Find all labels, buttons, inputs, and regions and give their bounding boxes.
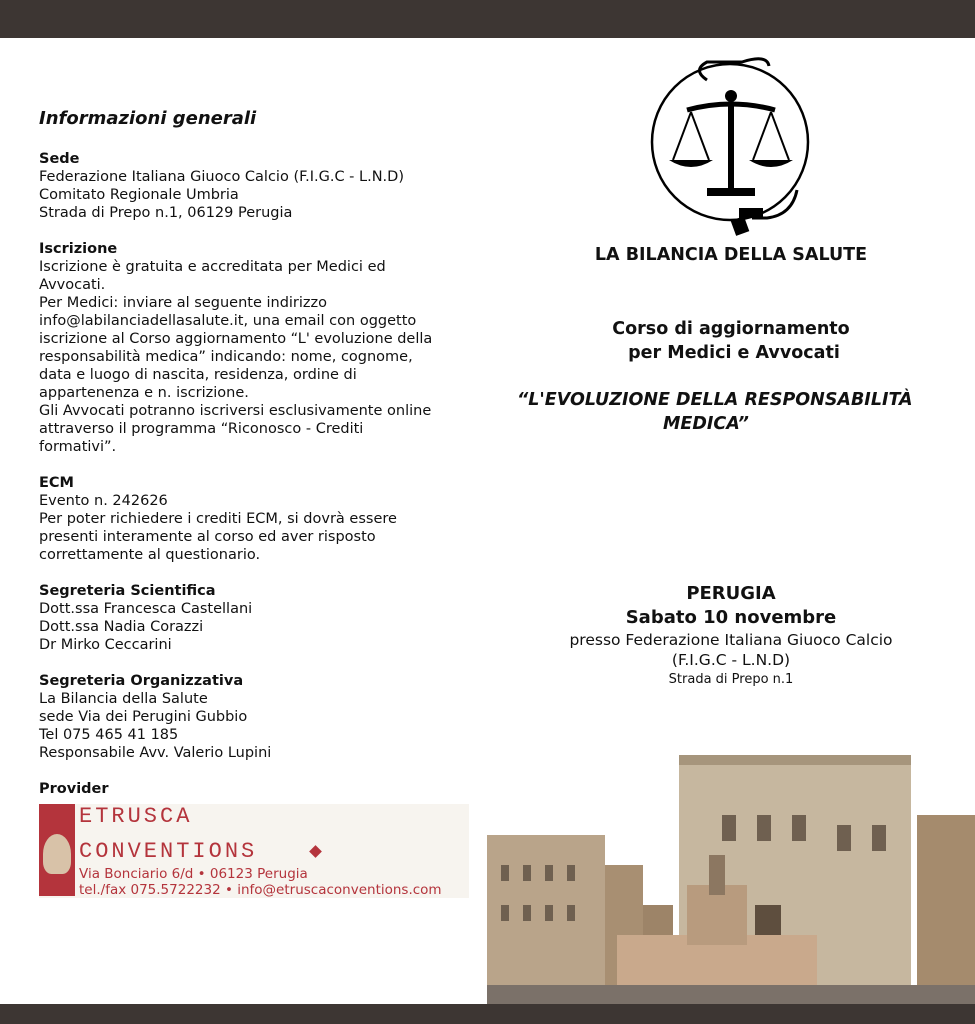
segreteria-organizzativa-line: Responsabile Avv. Valerio Lupini	[39, 745, 272, 761]
iscrizione-section	[39, 240, 459, 456]
sede-line: Comitato Regionale Umbria	[39, 187, 239, 203]
venue-line2: (F.I.G.C - L.N.D)	[671, 651, 791, 669]
segreteria-scientifica-title: Segreteria Scientifica	[39, 583, 216, 599]
sede-line: Strada di Prepo n.1, 06129 Perugia	[39, 205, 293, 221]
provider-contact	[79, 866, 442, 898]
venue-line1: presso Federazione Italiana Giuoco Calcio	[569, 631, 893, 649]
iscrizione-line: Iscrizione è gratuita e accreditata per Medici ed	[39, 259, 386, 275]
iscrizione-line: formativi”.	[39, 439, 117, 455]
segreteria-organizzativa-section	[39, 672, 459, 762]
course-line2: per Medici e Avvocati	[628, 343, 840, 363]
provider-address: Via Bonciario 6/d • 06123 Perugia	[79, 866, 308, 882]
event-venue	[487, 630, 975, 690]
segreteria-organizzativa-phone: Tel 075 465 41 185	[39, 727, 179, 743]
ecm-line: Evento n. 242626	[39, 493, 168, 509]
iscrizione-line: attraverso il programma “Riconosco - Crediti	[39, 421, 364, 437]
general-info-heading: Informazioni generali	[39, 108, 257, 129]
ecm-line: correttamente al questionario.	[39, 547, 261, 563]
provider-name-line1: ETRUSCA	[79, 804, 193, 829]
provider-logo	[39, 804, 469, 898]
ecm-line: Per poter richiedere i crediti ECM, si dovrà essere	[39, 511, 397, 527]
segreteria-scientifica-line: Dott.ssa Francesca Castellani	[39, 601, 253, 617]
iscrizione-line: responsabilità medica” indicando: nome, cognome,	[39, 349, 413, 365]
sede-line: Federazione Italiana Giuoco Calcio (F.I.G.C - L.N.D)	[39, 169, 404, 185]
provider-phone-email: tel./fax 075.5722232 • info@etruscaconventions.com	[79, 882, 442, 898]
iscrizione-line: iscrizione al Corso aggiornamento “L' evoluzione della	[39, 331, 433, 347]
event-date: Sabato 10 novembre	[625, 607, 837, 628]
segreteria-scientifica-line: Dott.ssa Nadia Corazzi	[39, 619, 204, 635]
iscrizione-line: appartenenza e n. iscrizione.	[39, 385, 249, 401]
sede-section	[39, 150, 459, 222]
general-info-panel	[39, 110, 459, 798]
segreteria-organizzativa-title: Segreteria Organizzativa	[39, 673, 244, 689]
organization-title: LA BILANCIA DELLA SALUTE	[594, 245, 868, 265]
bottom-decorative-bar	[0, 1004, 975, 1024]
iscrizione-line: Avvocati.	[39, 277, 106, 293]
perugia-square-photo	[487, 755, 975, 1004]
sede-title: Sede	[39, 151, 80, 167]
iscrizione-email[interactable]: info@labilanciadellasalute.it, una email con oggetto	[39, 313, 417, 329]
venue-address: Strada di Prepo n.1	[668, 672, 794, 687]
diamond-icon	[309, 845, 322, 858]
segreteria-scientifica-line: Dr Mirko Ceccarini	[39, 637, 172, 653]
provider-name-line2: CONVENTIONS	[79, 839, 258, 864]
provider-emblem	[39, 804, 75, 896]
ecm-line: presenti interamente al corso ed aver risposto	[39, 529, 376, 545]
event-title-line2: MEDICA”	[663, 414, 749, 434]
course-line1: Corso di aggiornamento	[612, 319, 850, 339]
course-subtitle	[487, 317, 975, 365]
iscrizione-line: Gli Avvocati potranno iscriversi esclusivamente online	[39, 403, 432, 419]
ecm-section	[39, 474, 459, 564]
etruscan-head-icon	[43, 834, 71, 874]
event-title	[517, 388, 967, 436]
iscrizione-line: Per Medici: inviare al seguente indirizzo	[39, 295, 328, 311]
event-location-date	[487, 582, 975, 630]
segreteria-scientifica-section	[39, 582, 459, 654]
event-city: PERUGIA	[686, 583, 776, 604]
segreteria-organizzativa-line: La Bilancia della Salute	[39, 691, 208, 707]
event-title-line1: “L'EVOLUZIONE DELLA RESPONSABILITÀ	[517, 390, 913, 410]
ecm-title: ECM	[39, 475, 74, 491]
provider-title: Provider	[39, 781, 109, 797]
iscrizione-line: data e luogo di nascita, residenza, ordine di	[39, 367, 357, 383]
top-decorative-bar	[0, 0, 975, 38]
scales-stethoscope-logo	[647, 50, 817, 240]
segreteria-organizzativa-line: sede Via dei Perugini Gubbio	[39, 709, 248, 725]
iscrizione-title: Iscrizione	[39, 241, 118, 257]
